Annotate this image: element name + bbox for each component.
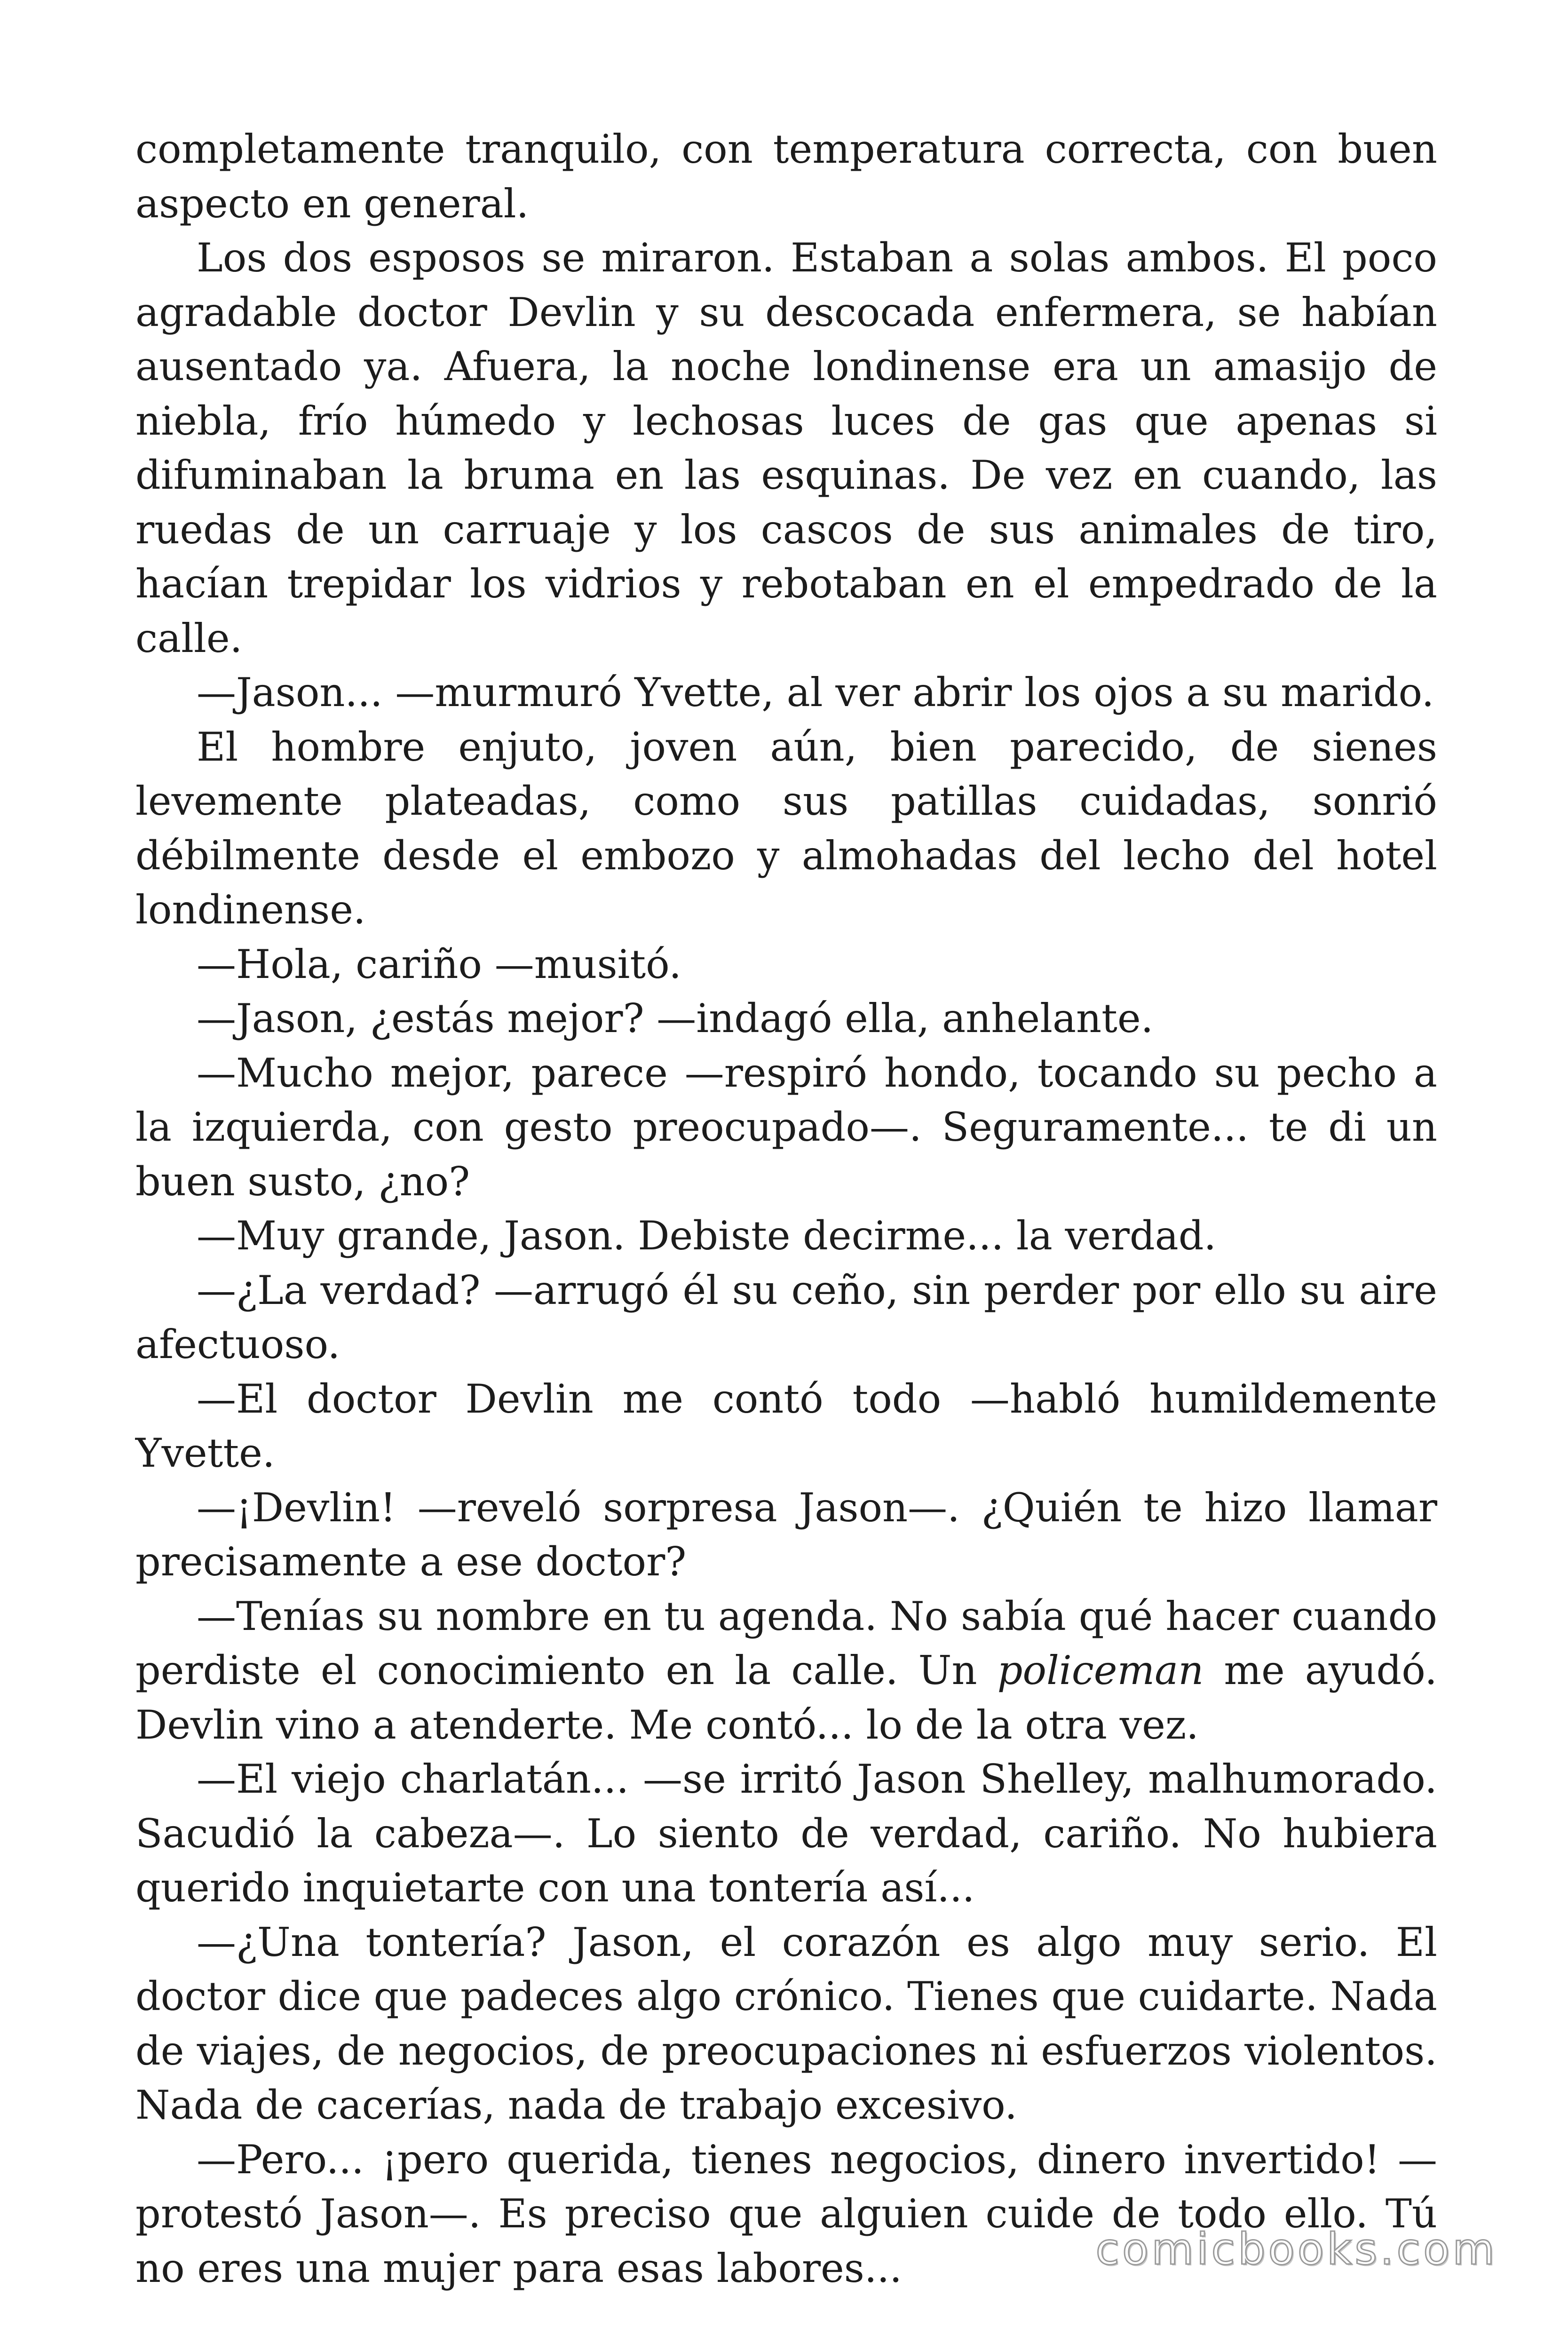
paragraph: —El viejo charlatán... —se irritó Jason Shelley, malhumorado. Sacudió la cabeza—. Lo siento de verdad, cariño. No hubiera querido inquietarte con una tontería así... — [135, 1756, 1437, 1911]
paragraph: —¿La verdad? —arrugó él su ceño, sin perder por ello su aire afectuoso. — [135, 1267, 1437, 1367]
paragraph: —Jason, ¿estás mejor? —indagó ella, anhelante. — [197, 995, 1154, 1041]
italic-word: policeman — [997, 1647, 1204, 1693]
paragraph: —El doctor Devlin me contó todo —habló humildemente Yvette. — [135, 1375, 1437, 1476]
paragraph-text-before: —Tenías su nombre en tu agenda. No sabía qué hacer cuando perdiste el conocimiento en la calle. Un — [135, 1593, 1437, 1693]
paragraph: —Muy grande, Jason. Debiste decirme... la verdad. — [197, 1213, 1217, 1259]
paragraph-with-italic — [135, 1589, 1437, 1753]
paragraph: —Mucho mejor, parece —respiró hondo, tocando su pecho a la izquierda, con gesto preocupado—. Seguramente... te di un buen susto, ¿no? — [135, 1049, 1437, 1205]
paragraph: —¿Una tontería? Jason, el corazón es algo muy serio. El doctor dice que padeces algo crónico. Tienes que cuidarte. Nada de viajes, de negocios, de preocupaciones ni esfuerzos violentos. Nada de cacerías, nada de trabajo excesivo. — [135, 1919, 1437, 2128]
paragraph: —Hola, cariño —musitó. — [197, 941, 681, 987]
paragraph: Los dos esposos se miraron. Estaban a solas ambos. El poco agradable doctor Devlin y su descocada enfermera, se habían ausentado ya. Afuera, la noche londinense era un amasijo de niebla, frío húmedo y lechosas luces de gas que apenas si difuminaban la bruma en las esquinas. De vez en cuando, las ruedas de un carruaje y los cascos de sus animales de tiro, hacían trepidar los vidrios y rebotaban en el empedrado de la calle. — [135, 235, 1437, 661]
watermark: comicbooks.com — [1095, 2224, 1497, 2274]
paragraph: completamente tranquilo, con temperatura correcta, con buen aspecto en general. — [135, 126, 1437, 227]
paragraph: —¡Devlin! —reveló sorpresa Jason—. ¿Quién te hizo llamar precisamente a ese doctor? — [135, 1484, 1437, 1585]
paragraph: —Pero... ¡pero querida, tienes negocios, dinero invertido! — protestó Jason—. Es preciso que alguien cuide de todo ello. Tú no eres una mujer para esas labores... — [135, 2136, 1437, 2291]
page-text-block — [135, 122, 1437, 2296]
paragraph-text-after: me ayudó. Devlin vino a atenderte. Me contó... lo de la otra vez. — [135, 1647, 1438, 1748]
paragraph: El hombre enjuto, joven aún, bien parecido, de sienes levemente plateadas, como sus patillas cuidadas, sonrió débilmente desde el embozo y almohadas del lecho del hotel londinense. — [135, 723, 1437, 933]
paragraph: —Jason... —murmuró Yvette, al ver abrir los ojos a su marido. — [197, 669, 1434, 715]
